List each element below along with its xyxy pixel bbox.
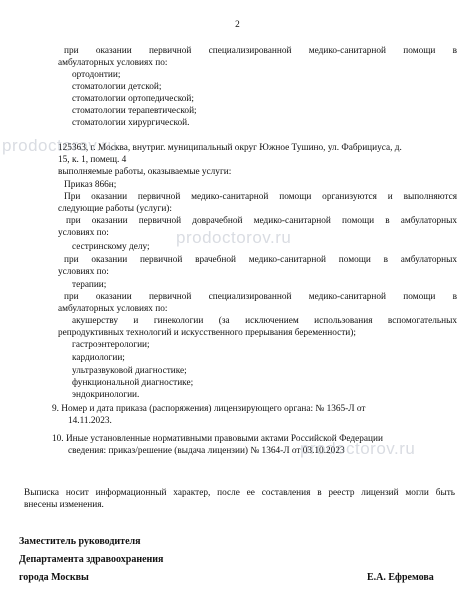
paragraph-line: репродуктивных технологий и искусственного прерывания беременности); <box>58 328 356 338</box>
works-heading: выполняемые работы, оказываемые услуги: <box>58 167 232 177</box>
list-item: стоматологии ортопедической; <box>72 94 194 104</box>
signature-title: города Москвы <box>19 572 89 583</box>
paragraph-line: следующие работы (услуги): <box>58 204 172 214</box>
paragraph-line: акушерству и гинекологии (за исключением использования вспомогательных <box>72 316 457 326</box>
signature-title: Заместитель руководителя <box>19 536 141 547</box>
list-item: эндокринологии. <box>72 390 140 400</box>
address-line: 125363, г. Москва, внутриг. муниципальный округ Южное Тушино, ул. Фабрициуса, д. <box>58 143 402 153</box>
signatory-name: Е.А. Ефремова <box>367 572 434 583</box>
section-10-line: сведения: приказ/решение (выдача лицензии) № 1364-Л от 03.10.2023 <box>68 446 345 456</box>
paragraph-line: при оказании первичной специализированной медико-санитарной помощи в <box>64 46 457 56</box>
list-item: стоматологии терапевтической; <box>72 106 197 116</box>
list-item: стоматологии детской; <box>72 82 162 92</box>
section-9-line: 14.11.2023. <box>68 416 112 426</box>
paragraph-line: условиях по: <box>58 267 109 277</box>
list-item: ультразвуковой диагностике; <box>72 366 187 376</box>
paragraph-line: при оказании первичной доврачебной медико-санитарной помощи в амбулаторных <box>66 216 457 226</box>
watermark-logo: prodoctorov.ru <box>2 136 118 155</box>
paragraph-line: При оказании первичной медико-санитарной помощи организуются и выполняются <box>64 192 457 202</box>
section-10-line: 10. Иные установленные нормативными правовыми актами Российской Федерации <box>52 434 383 444</box>
watermark-logo: prodoctorov.ru <box>300 439 416 458</box>
notice-line: Выписка носит информационный характер, после ее составления в реестр лицензий могли быть <box>24 488 455 498</box>
list-item: кардиологии; <box>72 353 125 363</box>
notice-line: внесены изменения. <box>24 500 104 510</box>
section-9-line: 9. Номер и дата приказа (распоряжения) лицензирующего органа: № 1365-Л от <box>52 404 366 414</box>
page-number: 2 <box>235 20 240 30</box>
list-item: функциональной диагностике; <box>72 378 194 388</box>
list-item: стоматологии хирургической. <box>72 118 190 128</box>
signature-title: Департамента здравоохранения <box>19 554 164 565</box>
list-item: ортодонтии; <box>72 70 121 80</box>
list-item: сестринскому делу; <box>72 242 150 252</box>
paragraph-line: условиях по: <box>58 228 109 238</box>
paragraph-line: при оказании первичной врачебной медико-санитарной помощи в амбулаторных <box>64 255 457 265</box>
watermark-logo: prodoctorov.ru <box>176 228 292 247</box>
address-line: 15, к. 1, помещ. 4 <box>58 155 127 165</box>
list-item: гастроэнтерологии; <box>72 340 150 350</box>
order-reference: Приказ 866н; <box>64 180 117 190</box>
list-item: терапии; <box>72 280 107 290</box>
paragraph-line: амбулаторных условиях по: <box>58 304 168 314</box>
paragraph-line: амбулаторных условиях по: <box>58 58 168 68</box>
paragraph-line: при оказании первичной специализированной медико-санитарной помощи в <box>64 292 457 302</box>
